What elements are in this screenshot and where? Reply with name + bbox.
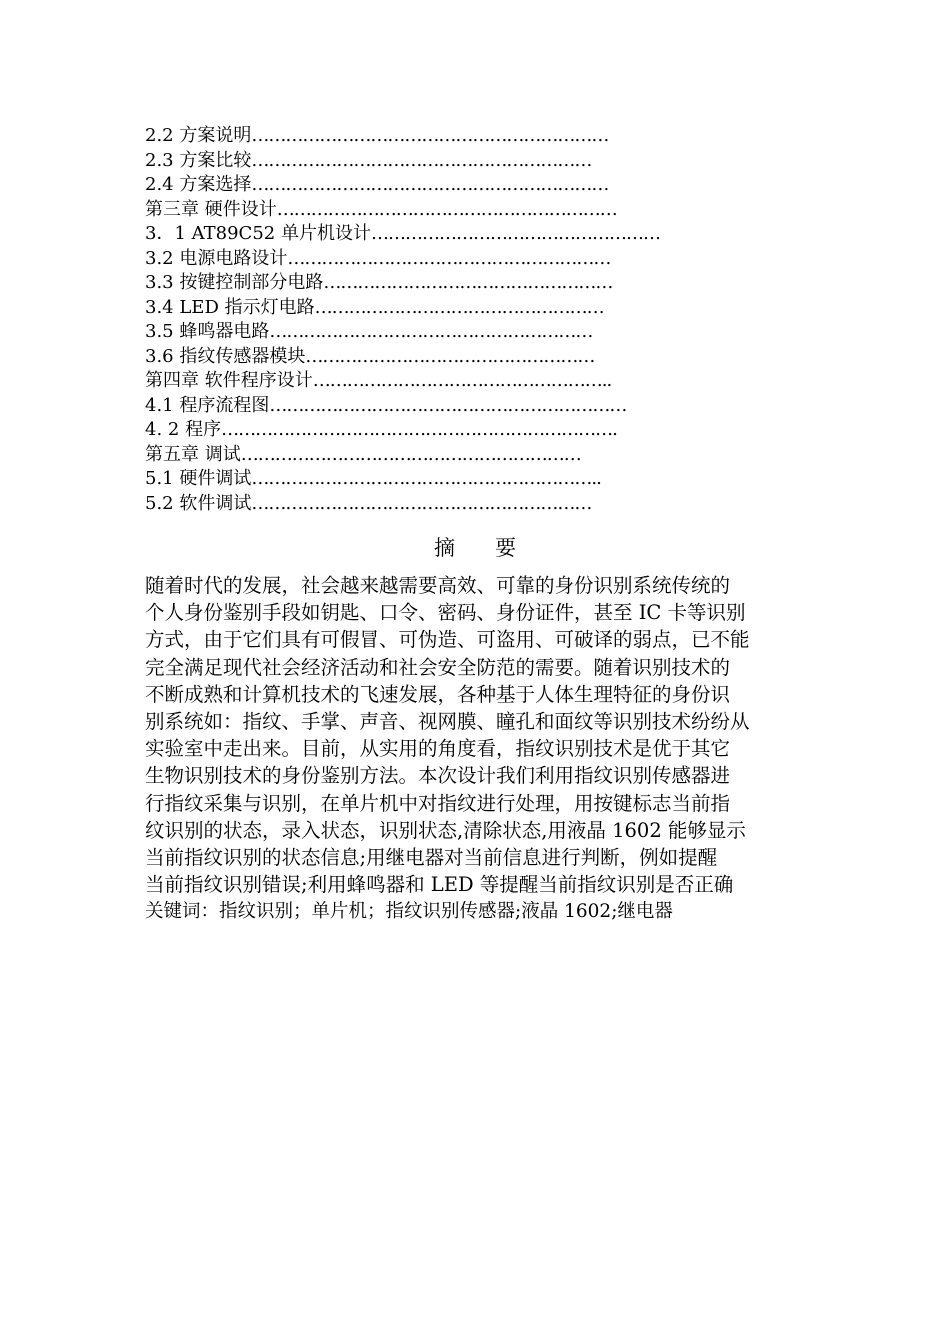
keywords-line: 关键词：指纹识别；单片机；指纹识别传感器;液晶 1602;继电器 [145,901,673,922]
abstract-line: 当前指纹识别错误;利用蜂鸣器和 LED 等提醒当前指纹识别是否正确 [145,873,734,897]
abstract-line: 行指纹采集与识别，在单片机中对指纹进行处理，用按键标志当前指 [145,791,731,815]
toc-entry-label: 3.3 按键控制部分电路 [145,272,324,293]
toc-entry-label: 2.3 方案比较 [145,149,252,171]
toc-entry-label: 2.4 方案选择 [145,174,252,195]
toc-entry [145,271,765,296]
toc-entry-leader-dots: …………………………………………………… [276,198,617,220]
toc-entry-label: 第五章 调试 [145,443,241,465]
abstract-line: 别系统如：指纹、手掌、声音、视网膜、瞳孔和面纹等识别技术纷纷从 [145,709,750,733]
toc-entry [145,394,765,419]
abstract-line: 不断成熟和计算机技术的飞速发展，各种基于人体生理特征的身份识 [145,682,731,706]
toc-entry-leader-dots: ………………………………………………… [269,321,593,342]
toc-entry [145,345,765,370]
toc-entry [145,173,765,198]
toc-entry-label: 5.1 硬件调试 [145,468,252,489]
toc-entry-label: 3.4 LED 指示灯电路 [145,296,315,318]
abstract-line: 实验室中走出来。目前，从实用的角度看，指纹识别技术是优于其它 [145,737,731,761]
toc-entry-leader-dots: …………………………………………… [314,296,604,318]
toc-entry-label: 3.2 电源电路设计 [145,247,288,269]
toc-entry [145,247,765,272]
toc-entry [145,296,765,321]
abstract-body [145,572,810,898]
toc-entry-leader-dots: …………………………………………… [370,223,660,244]
toc-entry-leader-dots: …………………………………………………… [240,443,581,465]
toc-entry-label: 3．1 AT89C52 单片机设计 [145,223,371,244]
toc-entry [145,222,765,247]
abstract-line: 个人身份鉴别手段如钥匙、口令、密码、身份证件，甚至 IC 卡等识别 [145,601,746,625]
toc-entry-leader-dots: …………………………………………………… [251,149,592,171]
toc-entry [145,443,765,468]
abstract-line: 当前指纹识别的状态信息;用继电器对当前信息进行判断，例如提醒 [145,845,718,869]
toc-entry-leader-dots: …………………………………………………….. [251,468,601,489]
toc-entry-label: 第四章 软件程序设计 [145,370,313,391]
toc-entry-leader-dots: ……………………………………………………………. [221,419,617,440]
toc-entry-label: 4.1 程序流程图 [145,394,270,416]
abstract-line: 方式，由于它们具有可假冒、可伪造、可盗用、可破译的弱点，已不能 [145,628,750,652]
toc-entry-leader-dots: ……………………………………………………… [269,394,627,416]
toc-entry [145,124,765,149]
toc-entry-leader-dots: ………………………………………………… [287,247,611,269]
abstract-line: 随着时代的发展，社会越来越需要高效、可靠的身份识别系统传统的 [145,574,731,597]
toc-entry [145,320,765,345]
toc-entry-leader-dots: …………………………………………….. [312,370,612,391]
toc-entry [145,198,765,223]
toc-entry-leader-dots: …………………………………………… [323,272,613,293]
toc-entry-label: 第三章 硬件设计 [145,198,277,220]
toc-entry [145,418,765,443]
toc-entry-label: 5.2 软件调试 [145,492,252,514]
toc-entry [145,467,765,492]
toc-entry-label: 3.6 指纹传感器模块 [145,345,306,367]
toc-entry-label: 3.5 蜂鸣器电路 [145,321,270,342]
toc-entry-leader-dots: …………………………………………… [305,345,595,367]
table-of-contents [145,124,765,516]
abstract-line: 生物识别技术的身份鉴别方法。本次设计我们利用指纹识别传感器进 [145,764,731,788]
toc-entry-leader-dots: ……………………………………………………… [251,174,609,195]
toc-entry [145,369,765,394]
toc-entry-label: 4. 2 程序 [145,419,222,440]
toc-entry-leader-dots: ……………………………………………………… [251,125,609,146]
toc-entry [145,492,765,517]
abstract-line: 纹识别的状态，录入状态，识别状态,清除状态,用液晶 1602 能够显示 [145,818,746,842]
toc-entry-label: 2.2 方案说明 [145,125,252,146]
abstract-heading: 摘 要 [433,536,517,560]
abstract-line: 完全满足现代社会经济活动和社会安全防范的需要。随着识别技术的 [145,655,731,679]
toc-entry [145,149,765,174]
toc-entry-leader-dots: …………………………………………………… [251,492,592,514]
